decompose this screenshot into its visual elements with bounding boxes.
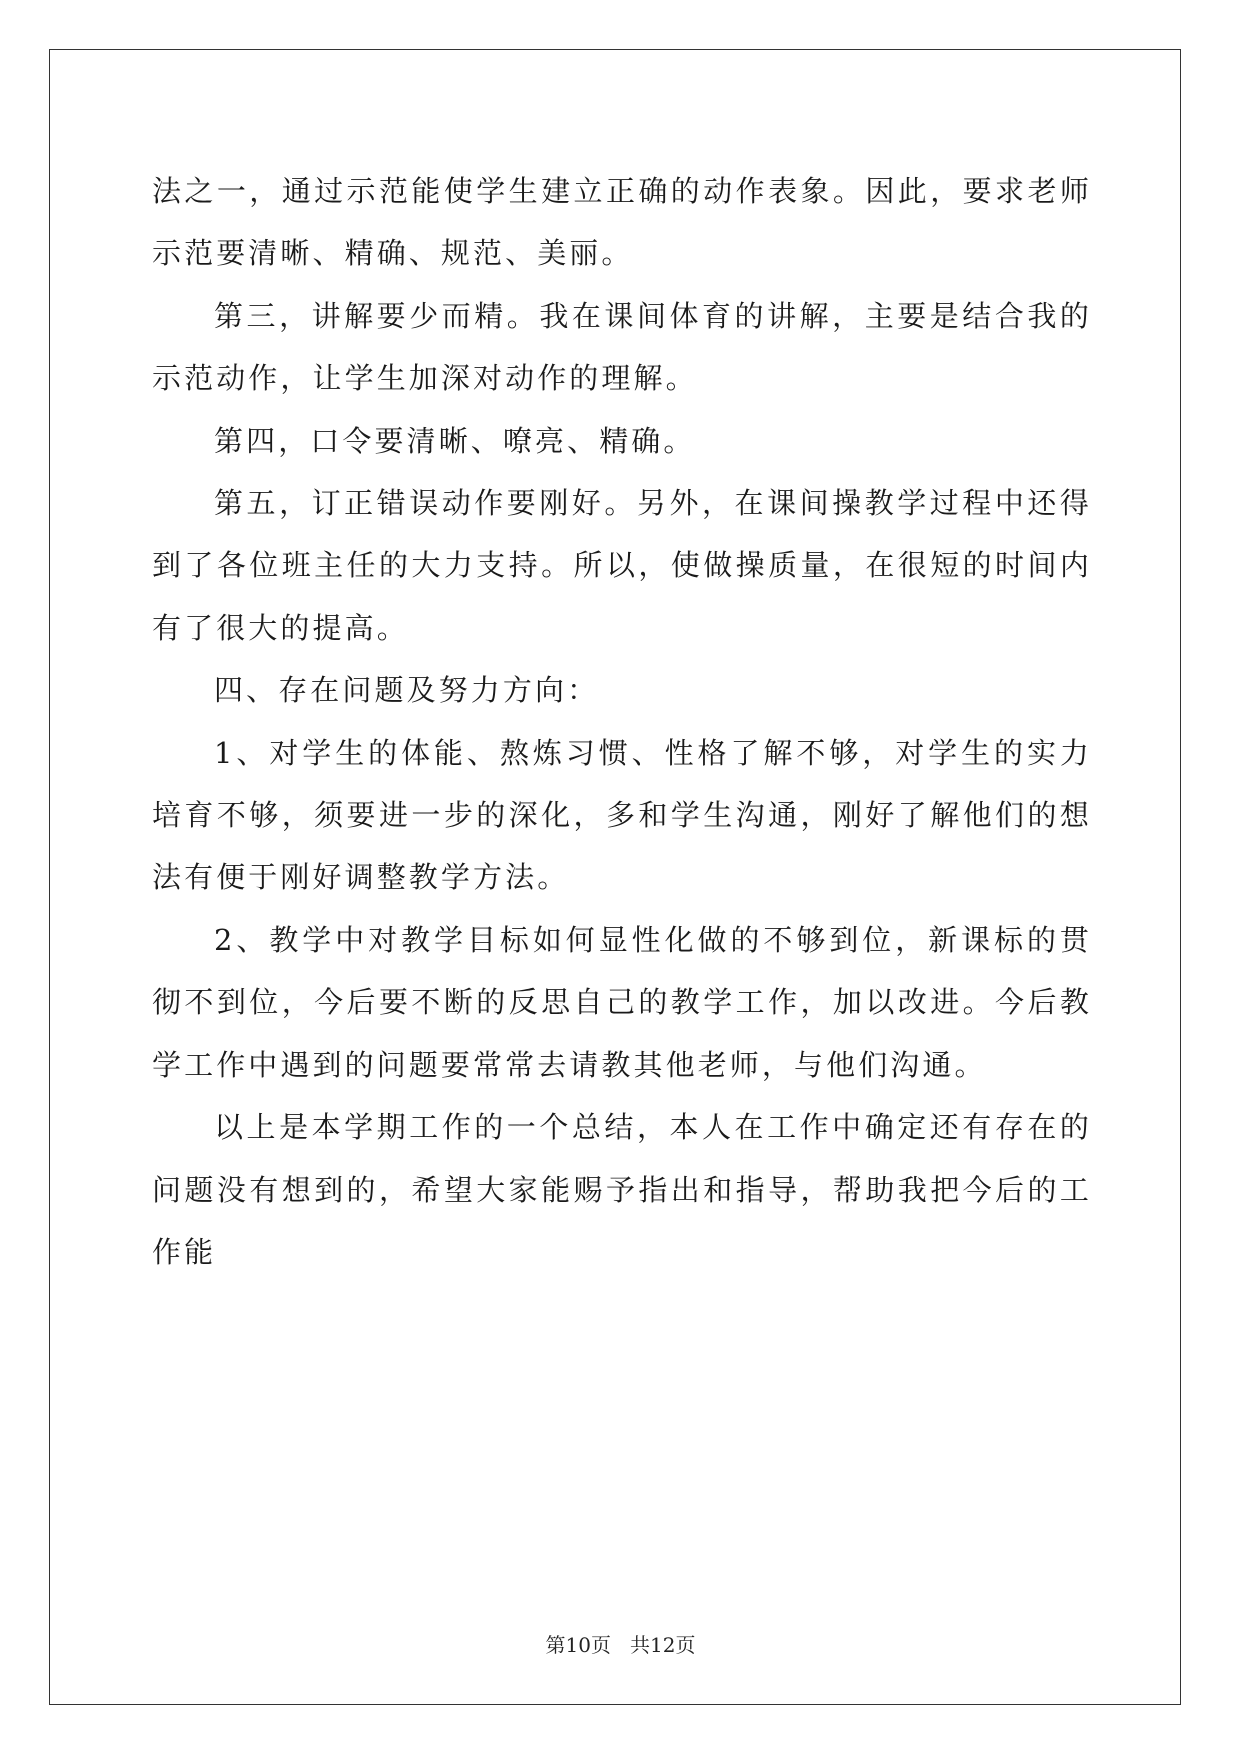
paragraph-6: 1、对学生的体能、熬炼习惯、性格了解不够，对学生的实力培育不够，须要进一步的深化，多和学生沟通，刚好了解他们的想法有便于刚好调整教学方法。: [152, 735, 1092, 895]
paragraph-5: 四、存在问题及努力方向：: [214, 673, 600, 708]
document-body: [152, 160, 1092, 1283]
paragraph-2: 第三，讲解要少而精。我在课间体育的讲解，主要是结合我的示范动作，让学生加深对动作的理解。: [152, 298, 1092, 396]
page-number-current: 第10页: [545, 1633, 611, 1657]
paragraph-1: 法之一，通过示范能使学生建立正确的动作表象。因此，要求老师示范要清晰、精确、规范、美丽。: [152, 174, 1092, 271]
page-number-total: 共12页: [630, 1633, 696, 1657]
paragraph-3: 第四，口令要清晰、嘹亮、精确。: [214, 423, 696, 458]
paragraph-4: 第五，订正错误动作要刚好。另外，在课间操教学过程中还得到了各位班主任的大力支持。所以，使做操质量，在很短的时间内有了很大的提高。: [152, 486, 1092, 645]
paragraph-7: 2、教学中对教学目标如何显性化做的不够到位，新课标的贯彻不到位，今后要不断的反思自己的教学工作，加以改进。今后教学工作中遇到的问题要常常去请教其他老师，与他们沟通。: [152, 922, 1092, 1082]
paragraph-8: 以上是本学期工作的一个总结，本人在工作中确定还有存在的问题没有想到的，希望大家能赐予指出和指导，帮助我把今后的工作能: [152, 1110, 1092, 1269]
page-footer: [0, 1632, 1241, 1658]
